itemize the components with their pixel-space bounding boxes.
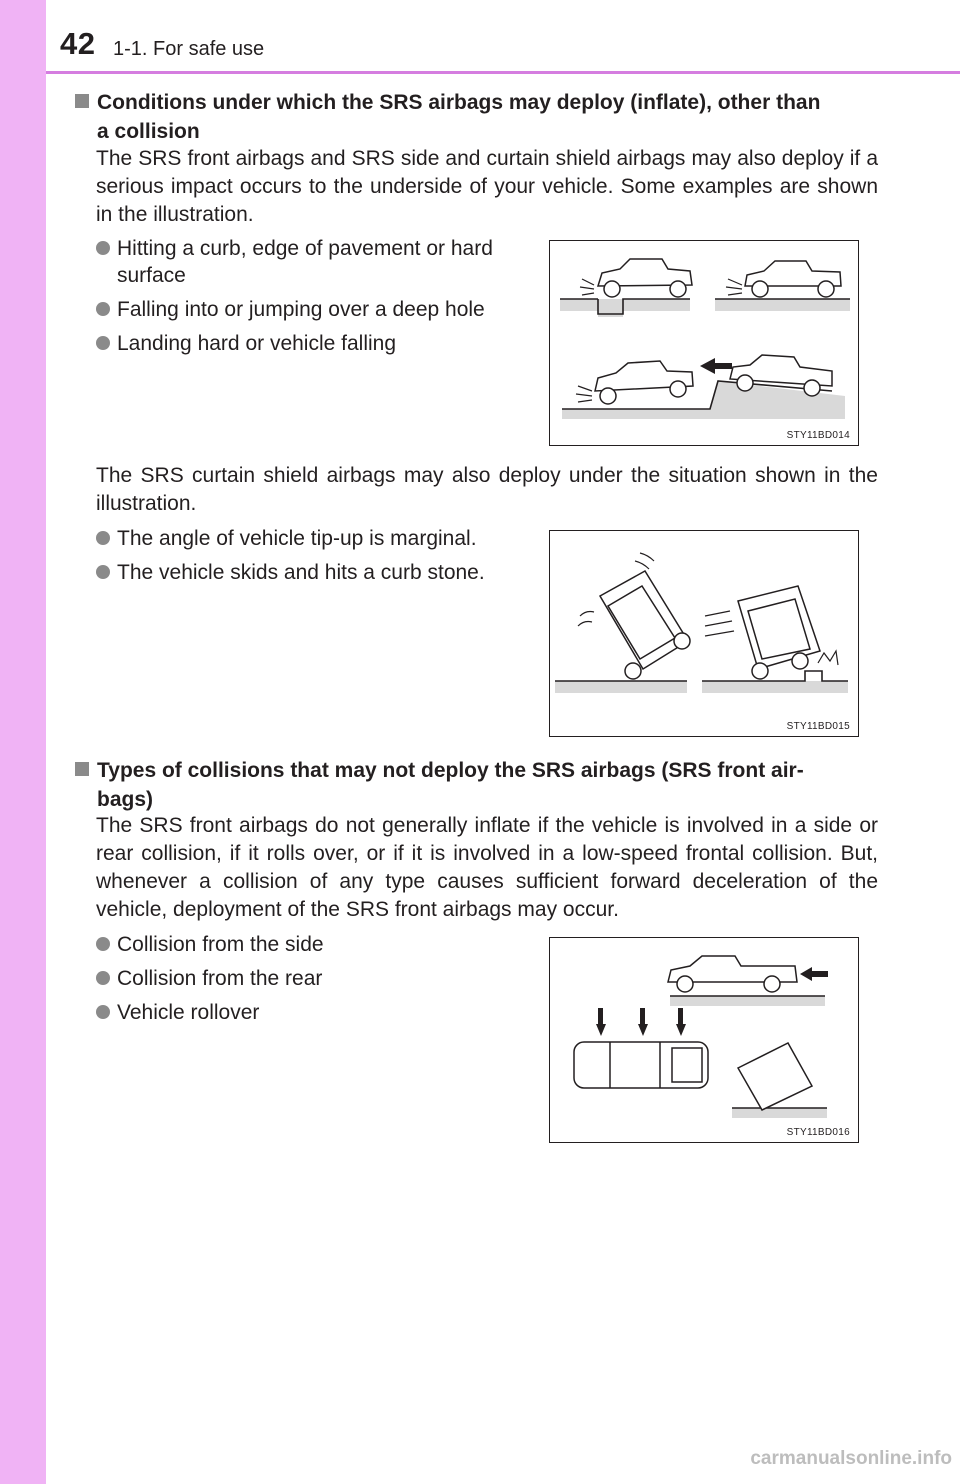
- list-item: [96, 999, 531, 1026]
- list-item-text: Collision from the rear: [117, 967, 323, 990]
- truck-tip-up-drawing: [550, 531, 858, 736]
- circle-bullet-icon: [96, 241, 110, 255]
- list-item-text: Hitting a curb, edge of pavement or hard surface: [117, 237, 493, 287]
- list-item: [96, 965, 531, 992]
- section-title: 1-1. For safe use: [113, 38, 265, 60]
- heading-line: Conditions under which the SRS airbags may deploy (inflate), other than: [97, 91, 821, 114]
- circle-bullet-icon: [96, 302, 110, 316]
- square-bullet-icon: [75, 94, 89, 108]
- illustration-collision-types: [549, 937, 859, 1143]
- circle-bullet-icon: [96, 937, 110, 951]
- section-heading-non-deploy: [75, 756, 885, 814]
- list-item: [96, 235, 531, 289]
- list-item-text: The angle of vehicle tip-up is marginal.: [117, 527, 477, 550]
- list-item-text: Falling into or jumping over a deep hole: [117, 298, 485, 321]
- list-item: [96, 931, 531, 958]
- circle-bullet-icon: [96, 531, 110, 545]
- list-item-text: Vehicle rollover: [117, 1001, 260, 1024]
- list-item: [96, 296, 531, 323]
- list-item: [96, 330, 531, 357]
- header-rule: [46, 71, 960, 74]
- curtain-note-paragraph: The SRS curtain shield airbags may also deploy under the situation shown in the illustration.: [96, 464, 878, 515]
- heading-line: Types of collisions that may not deploy the SRS airbags (SRS front air-: [97, 759, 804, 782]
- intro-paragraph: The SRS front airbags do not generally inflate if the vehicle is involved in a side or rear collision, if it rolls over, or if it is involved in a low-speed frontal collision. But, whenever a collision of any type causes sufficient forward deceleration of the vehicle, deployment of the SRS front airbags may occur.: [96, 814, 878, 921]
- circle-bullet-icon: [96, 1005, 110, 1019]
- site-watermark: carmanualsonline.info: [750, 1448, 952, 1469]
- list-item-text: The vehicle skids and hits a curb stone.: [117, 561, 485, 584]
- heading-line: a collision: [97, 120, 200, 143]
- figure-code: STY11BD014: [786, 430, 850, 441]
- collision-types-drawing: [550, 938, 858, 1142]
- circle-bullet-icon: [96, 971, 110, 985]
- bullet-list: [96, 525, 531, 593]
- illustration-tip-up: [549, 530, 859, 737]
- bullet-list: [96, 931, 531, 1033]
- circle-bullet-icon: [96, 565, 110, 579]
- list-item: [96, 525, 531, 552]
- circle-bullet-icon: [96, 336, 110, 350]
- figure-code: STY11BD016: [786, 1127, 850, 1138]
- list-item-text: Landing hard or vehicle falling: [117, 332, 397, 355]
- intro-paragraph: The SRS front airbags and SRS side and curtain shield airbags may also deploy if a serious impact occurs to the underside of your vehicle. Some examples are shown in the illustration.: [96, 147, 878, 226]
- square-bullet-icon: [75, 762, 89, 776]
- list-item-text: Collision from the side: [117, 933, 324, 956]
- page-sidebar-tab: [0, 0, 46, 1484]
- list-item: [96, 559, 531, 586]
- heading-line: bags): [97, 788, 154, 811]
- page-number: 42: [60, 26, 96, 61]
- figure-code: STY11BD015: [786, 721, 850, 732]
- bullet-list: [96, 235, 531, 364]
- section-heading-deploy-conditions: [75, 88, 885, 146]
- illustration-underbody-impact: [549, 240, 859, 446]
- truck-impact-drawing: [550, 241, 858, 445]
